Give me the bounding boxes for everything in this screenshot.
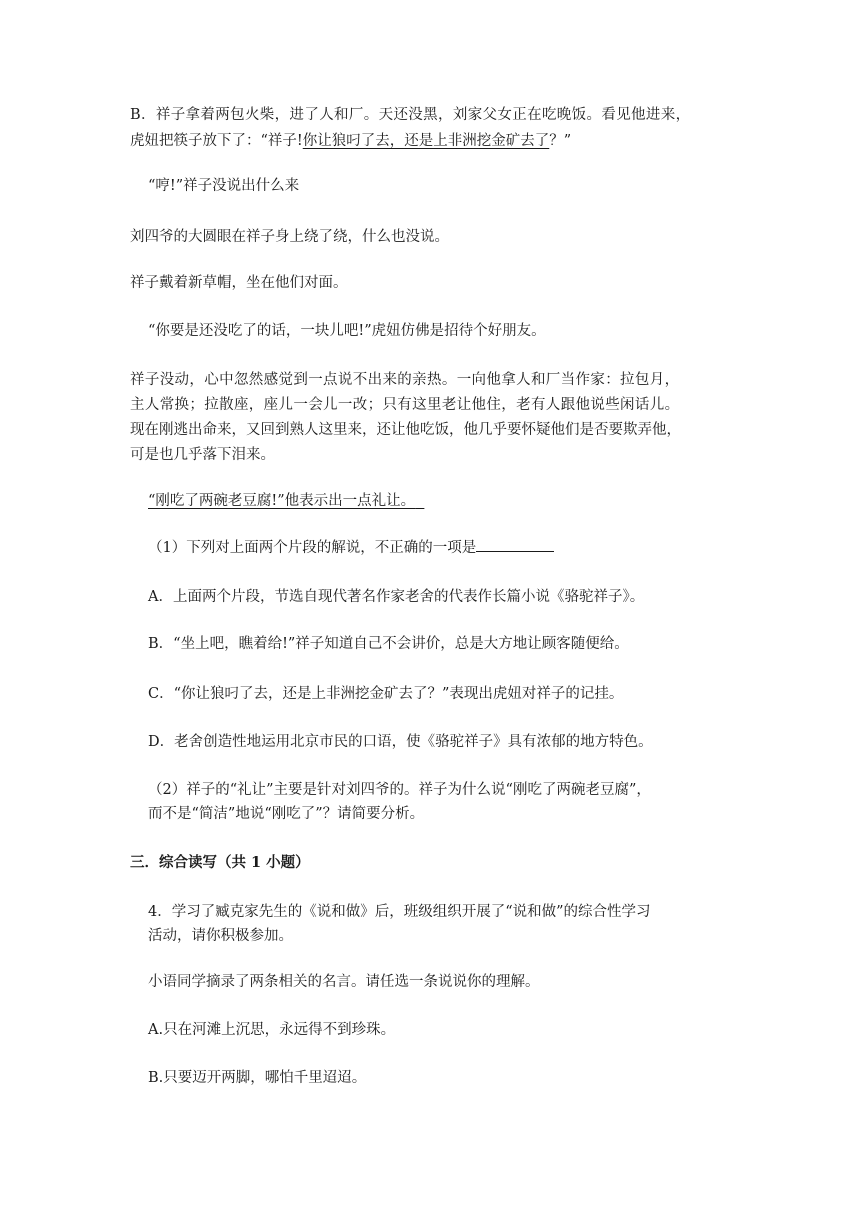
passage-b-line-2-end: ？” xyxy=(549,133,572,149)
underlined-tofu-sentence: “刚吃了两碗老豆腐!”他表示出一点礼让。 xyxy=(148,493,416,509)
paragraph-xiangzi-line-3: 现在刚逃出命来，又回到熟人这里来，还让他吃饭，他几乎要怀疑他们是否要欺弄他， xyxy=(130,422,681,438)
underlined-sentence: 你让狼叼了去，还是上非洲挖金矿去了 xyxy=(302,133,550,149)
question-2-line-1: （2）祥子的“礼让”主要是针对刘四爷的。祥子为什么说“刚吃了两碗老豆腐”， xyxy=(148,782,651,798)
paragraph-xiangzi-line-4: 可是也几乎落下泪来。 xyxy=(130,447,275,463)
passage-b-line-2 xyxy=(130,130,571,152)
underline-tail xyxy=(415,493,424,509)
paragraph-liu-siye: 刘四爷的大圆眼在祥子身上绕了绕，什么也没说。 xyxy=(130,229,449,245)
option-c: C．“你让狼叼了去，还是上非洲挖金矿去了？”表现出虎妞对祥子的记挂。 xyxy=(148,686,624,702)
paragraph-heng: “哼!”祥子没说出什么来 xyxy=(148,178,300,194)
paragraph-xiangzi-line-1: 祥子没动，心中忽然感觉到一点说不出来的亲热。一向他拿人和厂当作家：拉包月， xyxy=(130,372,680,388)
paragraph-new-straw-hat: 祥子戴着新草帽，坐在他们对面。 xyxy=(130,275,348,291)
section-3-heading: 三．综合读写（共 1 小题） xyxy=(130,854,310,871)
quote-a: A.只在河滩上沉思，永远得不到珍珠。 xyxy=(148,1022,396,1038)
option-b: B．“坐上吧，瞧着给!”祥子知道自己不会讲价，总是大方地让顾客随便给。 xyxy=(148,636,629,652)
question-4-intro: 小语同学摘录了两条相关的名言。请任选一条说说你的理解。 xyxy=(148,974,540,990)
question-4-line-2: 活动，请你积极参加。 xyxy=(148,928,293,944)
answer-blank[interactable] xyxy=(476,537,554,552)
question-1-stem xyxy=(148,537,554,559)
paragraph-xiangzi-line-2: 主人常换；拉散座，座儿一会儿一改；只有这里老让他住，老有人跟他说些闲话儿。 xyxy=(130,397,680,413)
option-a: A．上面两个片段，节选自现代著名作家老舍的代表作长篇小说《骆驼祥子》。 xyxy=(148,589,645,605)
passage-b-line-2-start: 虎妞把筷子放下了：“祥子! xyxy=(130,133,303,149)
question-2-line-2: 而不是“简洁”地说“刚吃了”？请简要分析。 xyxy=(148,806,425,822)
question-1-text: （1）下列对上面两个片段的解说，不正确的一项是 xyxy=(148,540,477,556)
paragraph-tofu xyxy=(148,490,424,512)
option-d: D．老舍创造性地运用北京市民的口语，使《骆驼祥子》具有浓郁的地方特色。 xyxy=(148,734,653,750)
quote-b: B.只要迈开两脚，哪怕千里迢迢。 xyxy=(148,1070,367,1086)
paragraph-huniu-invite: “你要是还没吃了的话，一块儿吧!”虎妞仿佛是招待个好朋友。 xyxy=(148,323,546,339)
passage-b-line-1: B．祥子拿着两包火柴，进了人和厂。天还没黑，刘家父女正在吃晚饭。看见他进来， xyxy=(130,107,691,123)
question-4-line-1: 4．学习了臧克家先生的《说和做》后，班级组织开展了“说和做”的综合性学习 xyxy=(148,904,651,920)
